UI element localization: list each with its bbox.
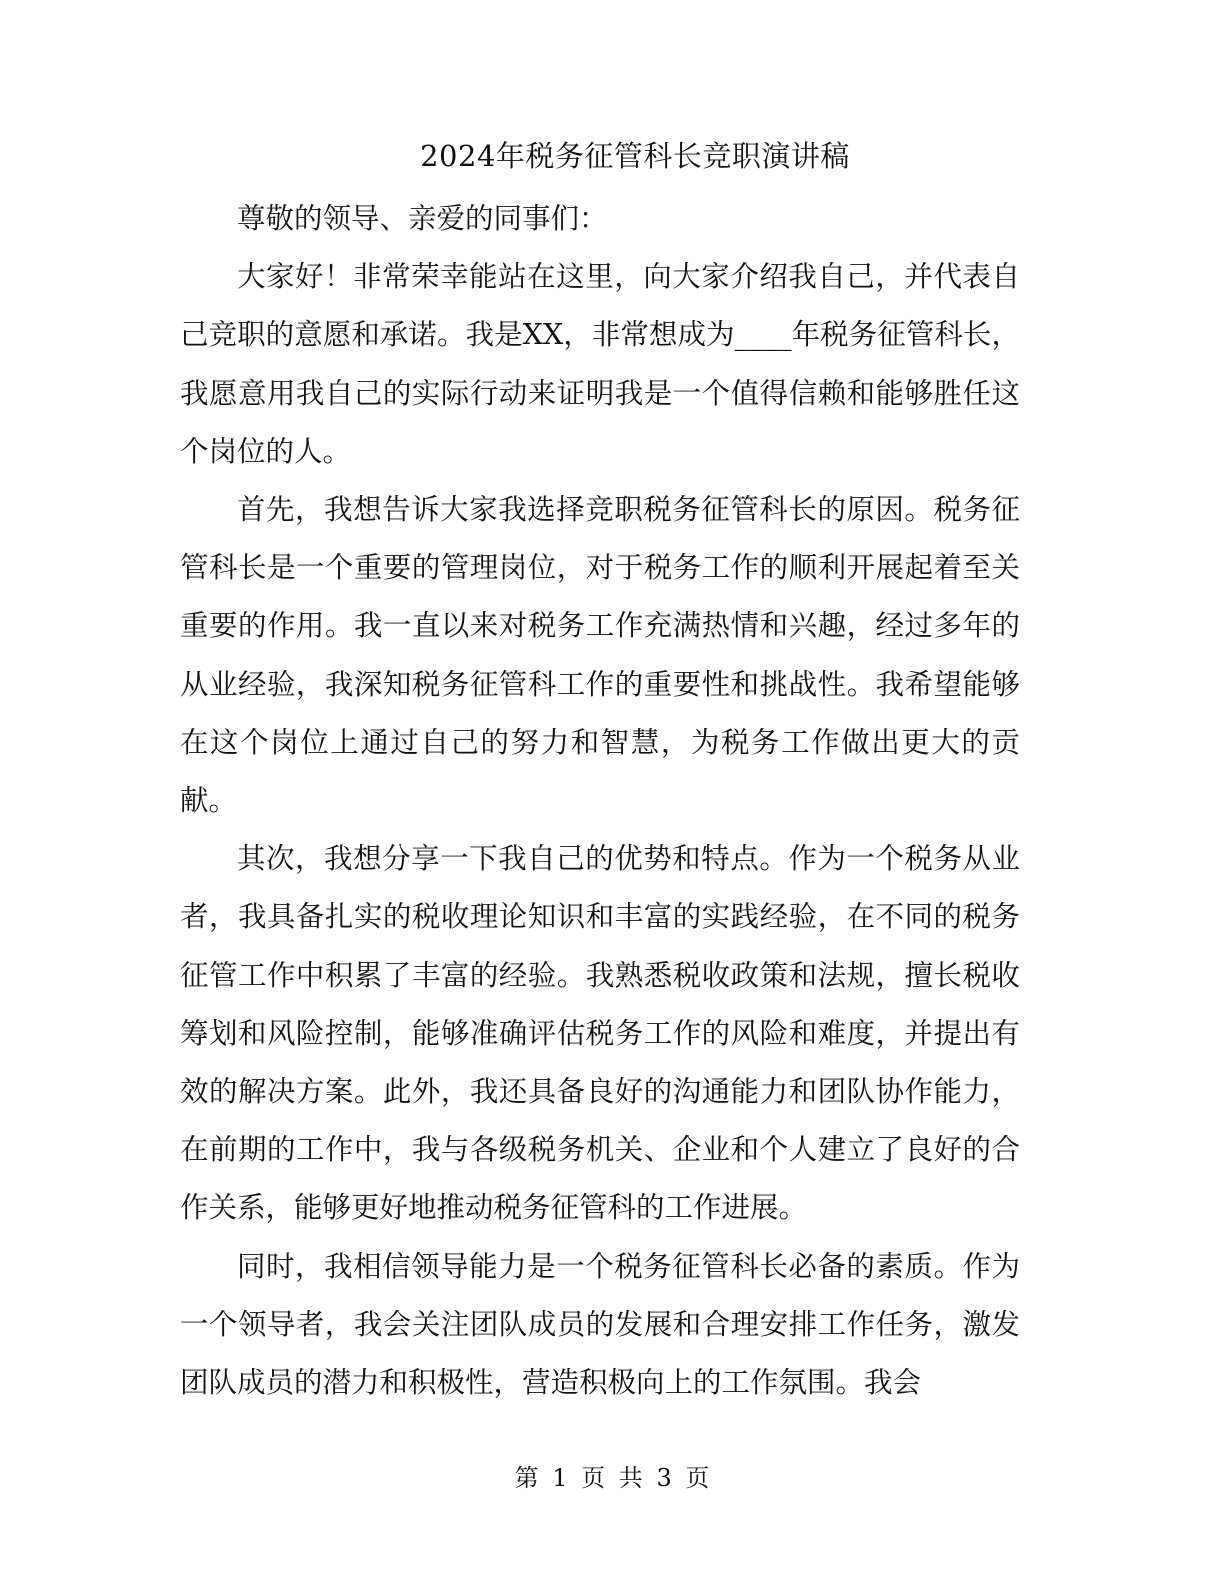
leadership-paragraph: 同时，我相信领导能力是一个税务征管科长必备的素质。作为一个领导者，我会关注团队成员的发展和合理安排工作任务，激发团队成员的潜力和积极性，营造积极向上的工作氛围。我会	[180, 1249, 1020, 1400]
strengths-paragraph: 其次，我想分享一下我自己的优势和特点。作为一个税务从业者，我具备扎实的税收理论知识和丰富的实践经验，在不同的税务征管工作中积累了丰富的经验。我熟悉税收政策和法规，擅长税收筹划和风险控制，能够准确评估税务工作的风险和难度，并提出有效的解决方案。此外，我还具备良好的沟通能力和团队协作能力，在前期的工作中，我与各级税务机关、企业和个人建立了良好的合作关系，能够更好地推动税务征管科的工作进展。	[180, 842, 1020, 1225]
salutation-paragraph: 尊敬的领导、亲爱的同事们：	[237, 202, 608, 235]
document-title: 2024年税务征管科长竞职演讲稿	[420, 139, 850, 173]
reason-paragraph: 首先，我想告诉大家我选择竞职税务征管科长的原因。税务征管科长是一个重要的管理岗位，对于税务工作的顺利开展起着至关重要的作用。我一直以来对税务工作充满热情和兴趣，经过多年的从业经验，我深知税务征管科工作的重要性和挑战性。我希望能够在这个岗位上通过自己的努力和智慧，为税务工作做出更大的贡献。	[180, 493, 1020, 818]
document-body	[180, 190, 1020, 1412]
page-number-footer: 第 1 页 共 3 页	[514, 1464, 710, 1492]
introduction-paragraph: 大家好！非常荣幸能站在这里，向大家介绍我自己，并代表自己竞职的意愿和承诺。我是XX，非常想成为____年税务征管科长，我愿意用我自己的实际行动来证明我是一个值得信赖和能够胜任这个岗位的人。	[180, 260, 1020, 468]
